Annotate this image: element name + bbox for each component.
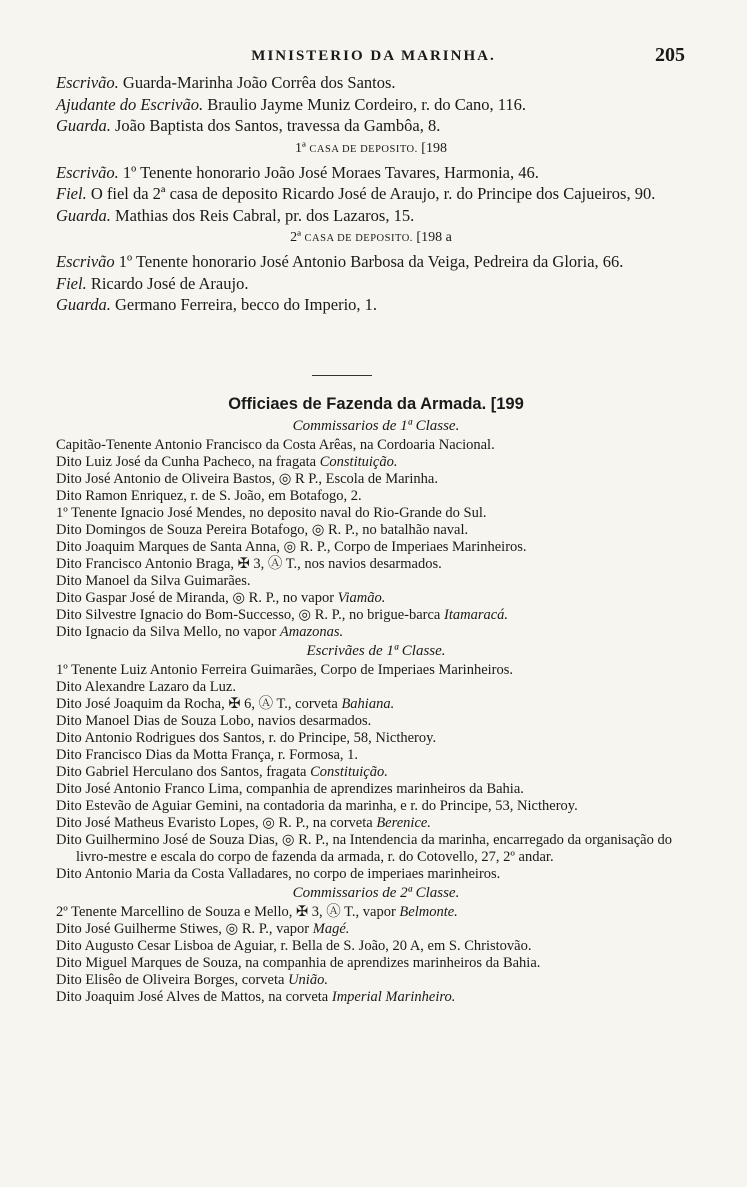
ship-name: União. xyxy=(288,972,328,988)
deposit-staff-section xyxy=(56,72,686,316)
ship-name: Berenice. xyxy=(376,815,431,831)
section-title xyxy=(56,392,696,416)
officer-text: Dito Augusto Cesar Lisboa de Aguiar, r. Bella de S. João, 20 A, em S. Christovão. xyxy=(56,938,532,954)
ship-name: Constituição. xyxy=(319,454,398,470)
officer-line xyxy=(56,747,696,764)
officer-text: Dito José Antonio Franco Lima, companhia de aprendizes marinheiros da Bahia. xyxy=(56,781,524,797)
staff-entry xyxy=(56,273,686,295)
officer-text: Dito Luiz José da Cunha Pacheco, na fragata xyxy=(56,454,317,470)
officer-text: Capitão-Tenente Antonio Francisco da Costa Arêas, na Cordoaria Nacional. xyxy=(56,437,495,453)
staff-entry xyxy=(56,72,686,94)
officer-text: 2º Tenente Marcellino de Souza e Mello, ✠ 3, Ⓐ T., vapor xyxy=(56,904,396,920)
casa-heading xyxy=(56,226,686,251)
ship-name: Viamão. xyxy=(337,590,386,606)
page-number: 205 xyxy=(655,44,685,66)
officer-line xyxy=(56,972,696,989)
officer-text: Dito Joaquim José Alves de Mattos, na corveta xyxy=(56,989,329,1005)
officer-text: Dito Ramon Enriquez, r. de S. João, em Botafogo, 2. xyxy=(56,488,362,504)
officer-text: Dito Gaspar José de Miranda, ◎ R. P., no vapor xyxy=(56,590,335,606)
entry-text: Guarda-Marinha João Corrêa dos Santos. xyxy=(122,73,396,92)
casa-heading xyxy=(56,137,686,162)
entry-text: Ricardo José de Araujo. xyxy=(90,273,249,293)
entry-label: Fiel. xyxy=(56,184,87,203)
officer-text: Dito Francisco Antonio Braga, ✠ 3, Ⓐ T., nos navios desarmados. xyxy=(56,556,442,572)
officer-line xyxy=(56,904,696,921)
officer-line xyxy=(56,921,696,938)
officer-line xyxy=(56,866,696,883)
casa-title: CASA DE DEPOSITO. xyxy=(309,143,418,155)
officer-text: Dito Miguel Marques de Souza, na companhia de aprendizes marinheiros da Bahia. xyxy=(56,955,541,971)
staff-entry xyxy=(56,115,686,137)
staff-entry xyxy=(56,205,686,227)
entry-label: Guarda. xyxy=(56,205,111,225)
subsection-heading: Escrivães de 1ª Classe. xyxy=(306,643,446,659)
casa-title: CASA DE DEPOSITO. xyxy=(304,233,413,244)
officer-text: Dito José Guilherme Stiwes, ◎ R. P., vapor xyxy=(56,921,310,937)
officer-line xyxy=(56,764,696,781)
officer-line xyxy=(56,955,696,972)
officer-text: Dito Alexandre Lazaro da Luz. xyxy=(56,679,236,695)
casa-ordinal: 1ª xyxy=(295,140,306,156)
officer-text: Dito José Joaquim da Rocha, ✠ 6, Ⓐ T., corveta xyxy=(56,696,338,712)
officer-line xyxy=(56,679,696,696)
entry-label: Guarda. xyxy=(56,295,111,314)
casa-ref: [198 a xyxy=(416,230,452,245)
subsection-heading: Commissarios de 2ª Classe. xyxy=(292,885,460,901)
officer-text: Dito Francisco Dias da Motta França, r. Formosa, 1. xyxy=(56,747,359,763)
officer-line xyxy=(56,471,696,488)
casa-ordinal: 2ª xyxy=(290,230,302,245)
fazenda-section xyxy=(56,392,696,1006)
officer-text: Dito Guilhermino José de Souza Dias, ◎ R. P., na Intendencia da marinha, encarregado da organisação do livro-mestre e escala do corpo de fazenda da armada, r. do Cotovello, 27, 2º andar. xyxy=(56,832,672,865)
officer-line xyxy=(56,938,696,955)
officer-line xyxy=(56,989,696,1006)
officer-line xyxy=(56,573,696,590)
entry-label: Guarda. xyxy=(56,116,111,135)
officer-line xyxy=(56,454,696,471)
officer-line xyxy=(56,696,696,713)
entry-label: Ajudante do Escrivão. xyxy=(56,94,204,114)
entry-label: Escrivão xyxy=(56,252,115,271)
officer-text: 1º Tenente Ignacio José Mendes, no deposito naval do Rio-Grande do Sul. xyxy=(56,505,487,521)
officer-line xyxy=(56,505,696,522)
ship-name: Constituição. xyxy=(310,764,388,780)
officer-text: Dito José Antonio de Oliveira Bastos, ◎ R P., Escola de Marinha. xyxy=(56,471,438,487)
officer-line xyxy=(56,556,696,573)
officer-text: Dito Gabriel Herculano dos Santos, fragata xyxy=(56,764,307,780)
ship-name: Belmonte. xyxy=(399,904,458,920)
ship-name: Bahiana. xyxy=(341,696,395,712)
officer-text: Dito Manoel Dias de Souza Lobo, navios desarmados. xyxy=(56,713,372,729)
officer-line xyxy=(56,488,696,505)
entry-text: Braulio Jayme Muniz Cordeiro, r. do Cano, 116. xyxy=(207,94,527,114)
entry-text: João Baptista dos Santos, travessa da Gambôa, 8. xyxy=(114,116,441,135)
officer-text: Dito Joaquim Marques de Santa Anna, ◎ R. P., Corpo de Imperiaes Marinheiros. xyxy=(56,539,527,555)
officer-line xyxy=(56,539,696,556)
entry-label: Fiel. xyxy=(56,273,87,293)
page-title: MINISTERIO DA MARINHA. xyxy=(251,48,496,64)
officer-line xyxy=(56,832,696,866)
ship-name: Itamaracá. xyxy=(443,607,509,623)
officer-line xyxy=(56,590,696,607)
entry-text: Mathias dos Reis Cabral, pr. dos Lazaros, 15. xyxy=(114,205,415,225)
officer-line xyxy=(56,662,696,679)
officer-line xyxy=(56,522,696,539)
officer-line xyxy=(56,713,696,730)
officer-line xyxy=(56,815,696,832)
officer-text: Dito Ignacio da Silva Mello, no vapor xyxy=(56,624,277,640)
officer-line xyxy=(56,607,696,624)
casa-ref: [198 xyxy=(421,140,447,156)
officer-text: Dito Antonio Maria da Costa Valladares, no corpo de imperiaes marinheiros. xyxy=(56,866,501,882)
officer-line xyxy=(56,624,696,641)
entry-label: Escrivão. xyxy=(56,73,119,92)
officer-text: Dito Silvestre Ignacio do Bom-Successo, ◎ R. P., no brigue-barca xyxy=(56,607,441,623)
entry-text: 1º Tenente honorario José Antonio Barbosa da Veiga, Pedreira da Gloria, 66. xyxy=(118,252,624,271)
staff-entry xyxy=(56,162,686,184)
entry-label: Escrivão. xyxy=(56,162,119,182)
subsections xyxy=(56,416,696,1006)
officer-text: Dito Estevão de Aguiar Gemini, na contadoria da marinha, e r. do Principe, 53, Nictheroy. xyxy=(56,798,578,814)
running-head xyxy=(0,42,747,72)
ship-name: Magé. xyxy=(312,921,350,937)
section-divider xyxy=(312,375,372,376)
ship-name: Imperial Marinheiro. xyxy=(331,989,456,1005)
entry-text: O fiel da 2ª casa de deposito Ricardo José de Araujo, r. do Principe dos Cajueiros, 90. xyxy=(90,184,656,203)
staff-entry xyxy=(56,94,686,116)
staff-entry xyxy=(56,183,686,205)
staff-entry xyxy=(56,251,686,273)
section-title-text: Officiaes de Fazenda da Armada. xyxy=(228,395,487,413)
staff-entry xyxy=(56,294,686,316)
entry-text: 1º Tenente honorario João José Moraes Tavares, Harmonia, 46. xyxy=(122,162,539,182)
officer-line xyxy=(56,730,696,747)
officer-text: Dito Manoel da Silva Guimarães. xyxy=(56,573,251,589)
officer-text: Dito Elisêo de Oliveira Borges, corveta xyxy=(56,972,285,988)
subsection-heading: Commissarios de 1ª Classe. xyxy=(292,418,460,434)
officer-text: Dito Antonio Rodrigues dos Santos, r. do Principe, 58, Nictheroy. xyxy=(56,730,437,746)
officer-text: 1º Tenente Luiz Antonio Ferreira Guimarães, Corpo de Imperiaes Marinheiros. xyxy=(56,662,514,678)
officer-line xyxy=(56,781,696,798)
ship-name: Amazonas. xyxy=(279,624,344,640)
entry-text: Germano Ferreira, becco do Imperio, 1. xyxy=(114,295,378,314)
officer-text: Dito Domingos de Souza Pereira Botafogo, ◎ R. P., no batalhão naval. xyxy=(56,522,469,538)
officer-text: Dito José Matheus Evaristo Lopes, ◎ R. P., na corveta xyxy=(56,815,373,831)
officer-line xyxy=(56,798,696,815)
section-ref: [199 xyxy=(490,395,524,413)
officer-line xyxy=(56,437,696,454)
